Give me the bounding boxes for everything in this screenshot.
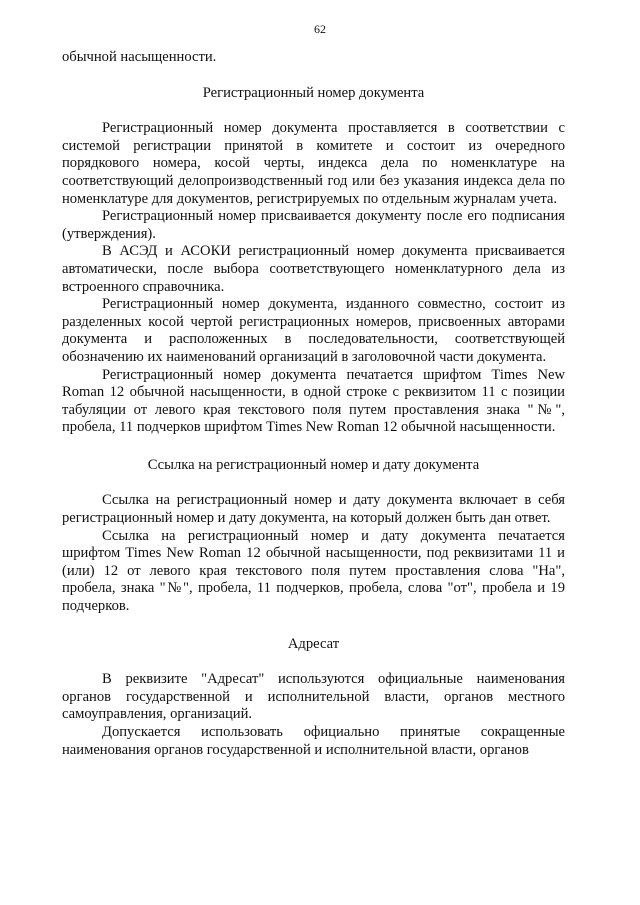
paragraph: Регистрационный номер присваивается документу после его подписания (утверждения). [62, 208, 565, 242]
document-body [62, 49, 565, 759]
paragraph: Регистрационный номер документа проставляется в соответствии с системой регистрации принятой в комитете и состоит из очередного порядкового номера, косой черты, индекса дела по номенклатуре на соответствующий делопроизводственный год или без указания индекса дела по номенклатуре для документов, регистрируемых по отдельным журналам учета. [62, 120, 565, 207]
paragraph-continuation: обычной насыщенности. [62, 49, 217, 65]
paragraph: Допускается использовать официально принятые сокращенные наименования органов государственной и исполнительной власти, органов [62, 724, 565, 758]
paragraph: В реквизите "Адресат" используются официальные наименования органов государственной и исполнительной власти, органов местного самоуправления, организаций. [62, 671, 565, 723]
paragraph: Регистрационный номер документа, изданного совместно, состоит из разделенных косой чертой регистрационных номеров, присвоенных авторами документа и расположенных в последовательности, соответствующей обозначению их наименований организаций в заголовочной части документа. [62, 296, 565, 365]
paragraph: В АСЭД и АСОКИ регистрационный номер документа присваивается автоматически, после выбора соответствующего номенклатурного дела из встроенного справочника. [62, 243, 565, 295]
section-heading-addressee: Адресат [287, 635, 340, 652]
paragraph: Ссылка на регистрационный номер и дату документа печатается шрифтом Times New Roman 12 обычной насыщенности, под реквизитами 11 и (или) 12 от левого края текстового поля путем проставления слова "На", пробела, знака "№", пробела, 11 подчерков, пробела, слова "от", пробела и 19 подчерков. [62, 527, 565, 615]
paragraph: Ссылка на регистрационный номер и дату документа включает в себя регистрационный номер и дату документа, на который должен быть дан ответ. [62, 492, 565, 527]
page-number: 62 [314, 22, 326, 36]
section-heading-registration-number: Регистрационный номер документа [202, 84, 425, 101]
section-heading-reference: Ссылка на регистрационный номер и дату документа [147, 456, 480, 473]
paragraph: Регистрационный номер документа печатается шрифтом Times New Roman 12 обычной насыщенности, в одной строке с реквизитом 11 с позиции табуляции от левого края текстового поля путем проставления знака "№", пробела, 11 подчерков шрифтом Times New Roman 12 обычной насыщенности. [62, 366, 565, 436]
